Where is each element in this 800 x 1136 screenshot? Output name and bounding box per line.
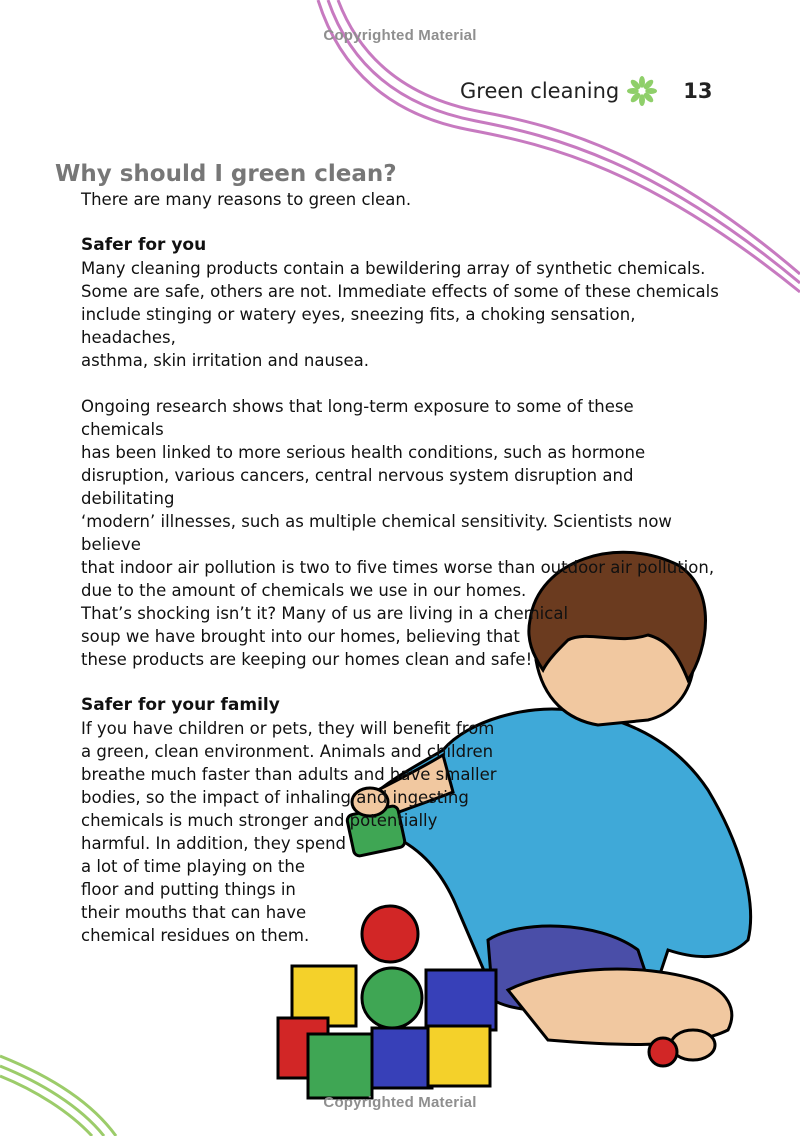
- paragraph-line: chemicals is much stronger and potentially: [81, 811, 438, 830]
- paragraph-line: Ongoing research shows that long-term exposure to some of these chemicals: [81, 397, 634, 439]
- paragraph-line: soup we have brought into our homes, believing that: [81, 627, 520, 646]
- paragraph-line: chemical residues on them.: [81, 926, 310, 945]
- paragraph-line: their mouths that can have: [81, 903, 307, 922]
- paragraph-line: these products are keeping our homes clean and safe!: [81, 650, 533, 669]
- watermark-top: Copyrighted Material: [323, 27, 477, 44]
- paragraph-line: a lot of time playing on the: [81, 857, 305, 876]
- paragraph-line: harmful. In addition, they spend: [81, 834, 347, 853]
- paragraph-line: has been linked to more serious health conditions, such as hormone: [81, 443, 646, 462]
- paragraph-line: disruption, various cancers, central nervous system disruption and debilitating: [81, 466, 634, 508]
- paragraph-line: Many cleaning products contain a bewildering array of synthetic chemicals.: [81, 259, 706, 278]
- section-heading: Why should I green clean?: [55, 161, 397, 187]
- paragraph-line: bodies, so the impact of inhaling and ingesting: [81, 788, 469, 807]
- running-header: [460, 76, 712, 106]
- paragraph-line: ‘modern’ illnesses, such as multiple chemical sensitivity. Scientists now believe: [81, 512, 672, 554]
- subheading-safer-for-you: Safer for you: [81, 235, 207, 255]
- subheading-safer-for-family: Safer for your family: [81, 695, 280, 715]
- paragraph-line: asthma, skin irritation and nausea.: [81, 351, 370, 370]
- body-text: [81, 188, 721, 947]
- paragraph-line: That’s shocking isn’t it? Many of us are living in a chemical: [81, 604, 569, 623]
- chapter-title: Green cleaning: [460, 79, 620, 103]
- paragraph-line: due to the amount of chemicals we use in our homes.: [81, 581, 527, 600]
- intro-line: There are many reasons to green clean.: [81, 190, 412, 209]
- flower-icon: [627, 76, 657, 106]
- watermark-bottom: Copyrighted Material: [323, 1094, 477, 1111]
- paragraph-line: include stinging or watery eyes, sneezing fits, a choking sensation, headaches,: [81, 305, 636, 347]
- paragraph-line: floor and putting things in: [81, 880, 296, 899]
- paragraph-line: that indoor air pollution is two to five times worse than outdoor air pollution,: [81, 558, 715, 577]
- page-number: 13: [683, 79, 713, 103]
- paragraph-line: Some are safe, others are not. Immediate effects of some of these chemicals: [81, 282, 719, 301]
- paragraph-line: breathe much faster than adults and have smaller: [81, 765, 497, 784]
- paragraph-line: If you have children or pets, they will benefit from: [81, 719, 495, 738]
- paragraph-line: a green, clean environment. Animals and children: [81, 742, 494, 761]
